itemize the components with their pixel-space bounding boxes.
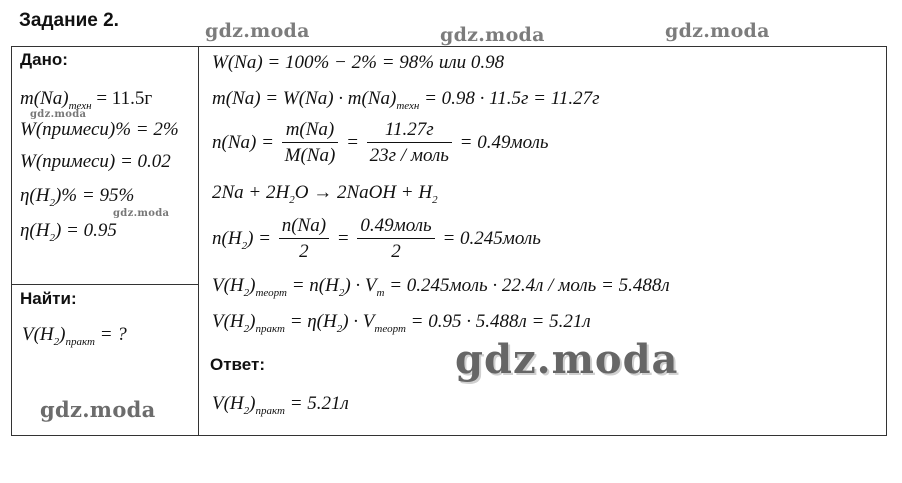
find-heading: Найти: [20,289,77,308]
watermark: gdz.moda [455,336,679,383]
solution-fraction-line: $n(H_2)$ = $\frac{n(Na)}{2}$ = $\frac{\text{0.49моль}}{2}$ = 0.245моль [212,215,541,262]
solution-line: $V(H_2)_{практ} = \eta(H_2) \cdot V_{теорт} = 0.95 \cdot 5.488л = 5.21л$ [212,311,591,335]
watermark: gdz.moda [665,20,770,42]
given-line: $m(Na)_{техн} = 11.5г$ [20,88,153,112]
answer-line: $V(H_2)_{практ} = 5.21л$ [212,393,349,417]
solution-line: $m(Na) = W(Na) \cdot m(Na)_{техн} = 0.98 \cdot 11.5г = 11.27г$ [212,88,600,112]
watermark: gdz.moda [40,397,156,422]
answer-label: Ответ: [210,355,265,374]
given-line: W(примеси)% = 2% [20,119,179,140]
given-line: W(примеси) = 0.02 [20,151,171,172]
column-divider [198,46,199,436]
reaction-equation: $2Na + 2H_2O$ → 2NaOH + $H_2$ [212,182,438,206]
given-line: $\eta(H_2)\% = 95\%$ [20,185,135,209]
find-line: $V(H_2)_{практ}$ = ? [22,324,127,348]
solution-line: W(Na) = 100% − 2% = 98% или 0.98 [212,52,505,73]
given-line: $\eta(H_2) = 0.95$ [20,220,117,244]
watermark: gdz.moda [113,208,170,219]
task-title: Задание 2. [19,10,119,31]
watermark: gdz.moda [440,24,545,46]
watermark: gdz.moda [205,20,310,42]
solution-fraction-line: n(Na) = $\frac{m(Na)}{M(Na)}$ = $\frac{11.27г}{\text{23г / моль}}$ = 0.49моль [212,119,549,166]
watermark: gdz.moda [30,109,87,120]
solution-line: $V(H_2)_{теорт} = n(H_2) \cdot V_m$ = 0.245моль · 22.4л / моль = 5.488л [212,275,670,299]
row-divider [11,284,199,285]
given-heading: Дано: [20,50,68,69]
